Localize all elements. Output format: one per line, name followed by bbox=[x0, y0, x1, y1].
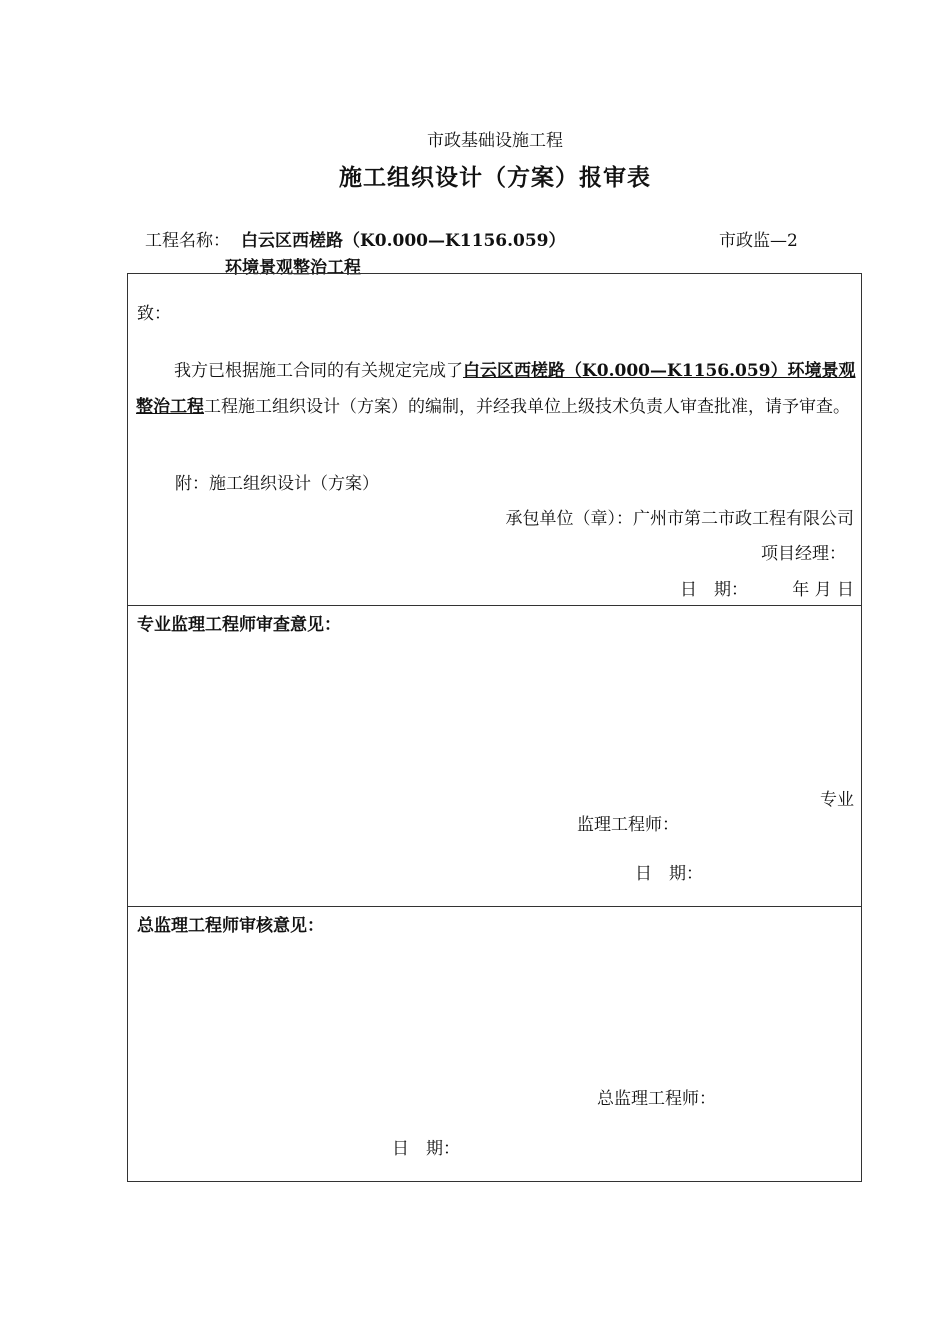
body-prefix: 我方已根据施工合同的有关规定完成了 bbox=[174, 361, 463, 381]
body-suffix: 工程施工组织设计（方案）的编制，并经我单位上级技术负责人审查批准，请予审查。 bbox=[204, 397, 850, 417]
submission-date-label: 日 期： bbox=[680, 580, 748, 600]
body-project-name: 白云区西槎路（K0.000—K1156.059）环境景观整治工程 bbox=[136, 361, 856, 417]
specialist-sign-line1: 专业 bbox=[820, 790, 854, 810]
addressee-label: 致： bbox=[137, 304, 171, 324]
chief-engineer-sign: 总监理工程师： bbox=[597, 1089, 716, 1109]
document-title: 施工组织设计（方案）报审表 bbox=[339, 164, 651, 191]
specialist-date-label: 日 期： bbox=[635, 864, 703, 884]
project-name-line2: 环境景观整治工程 bbox=[225, 258, 361, 278]
submission-date-fields: 年 月 日 bbox=[792, 580, 854, 600]
submission-paragraph bbox=[136, 353, 856, 425]
specialist-review-section bbox=[127, 605, 862, 907]
contractor-line: 承包单位（章）：广州市第二市政工程有限公司 bbox=[505, 509, 854, 529]
specialist-review-heading: 专业监理工程师审查意见： bbox=[137, 615, 341, 635]
chief-review-heading: 总监理工程师审核意见： bbox=[137, 916, 324, 936]
chief-review-section bbox=[127, 906, 862, 1182]
form-code: 市政监—2 bbox=[719, 231, 798, 251]
specialist-sign-line2: 监理工程师： bbox=[577, 815, 679, 835]
chief-date-label: 日 期： bbox=[392, 1139, 460, 1159]
attachment-note: 附：施工组织设计（方案） bbox=[175, 474, 379, 494]
project-name-label: 工程名称： bbox=[145, 231, 230, 251]
document-subtitle: 市政基础设施工程 bbox=[427, 131, 563, 151]
project-manager-label: 项目经理： bbox=[761, 544, 846, 564]
project-name-line1: 白云区西槎路（K0.000—K1156.059） bbox=[241, 231, 566, 251]
submission-section bbox=[127, 273, 862, 606]
